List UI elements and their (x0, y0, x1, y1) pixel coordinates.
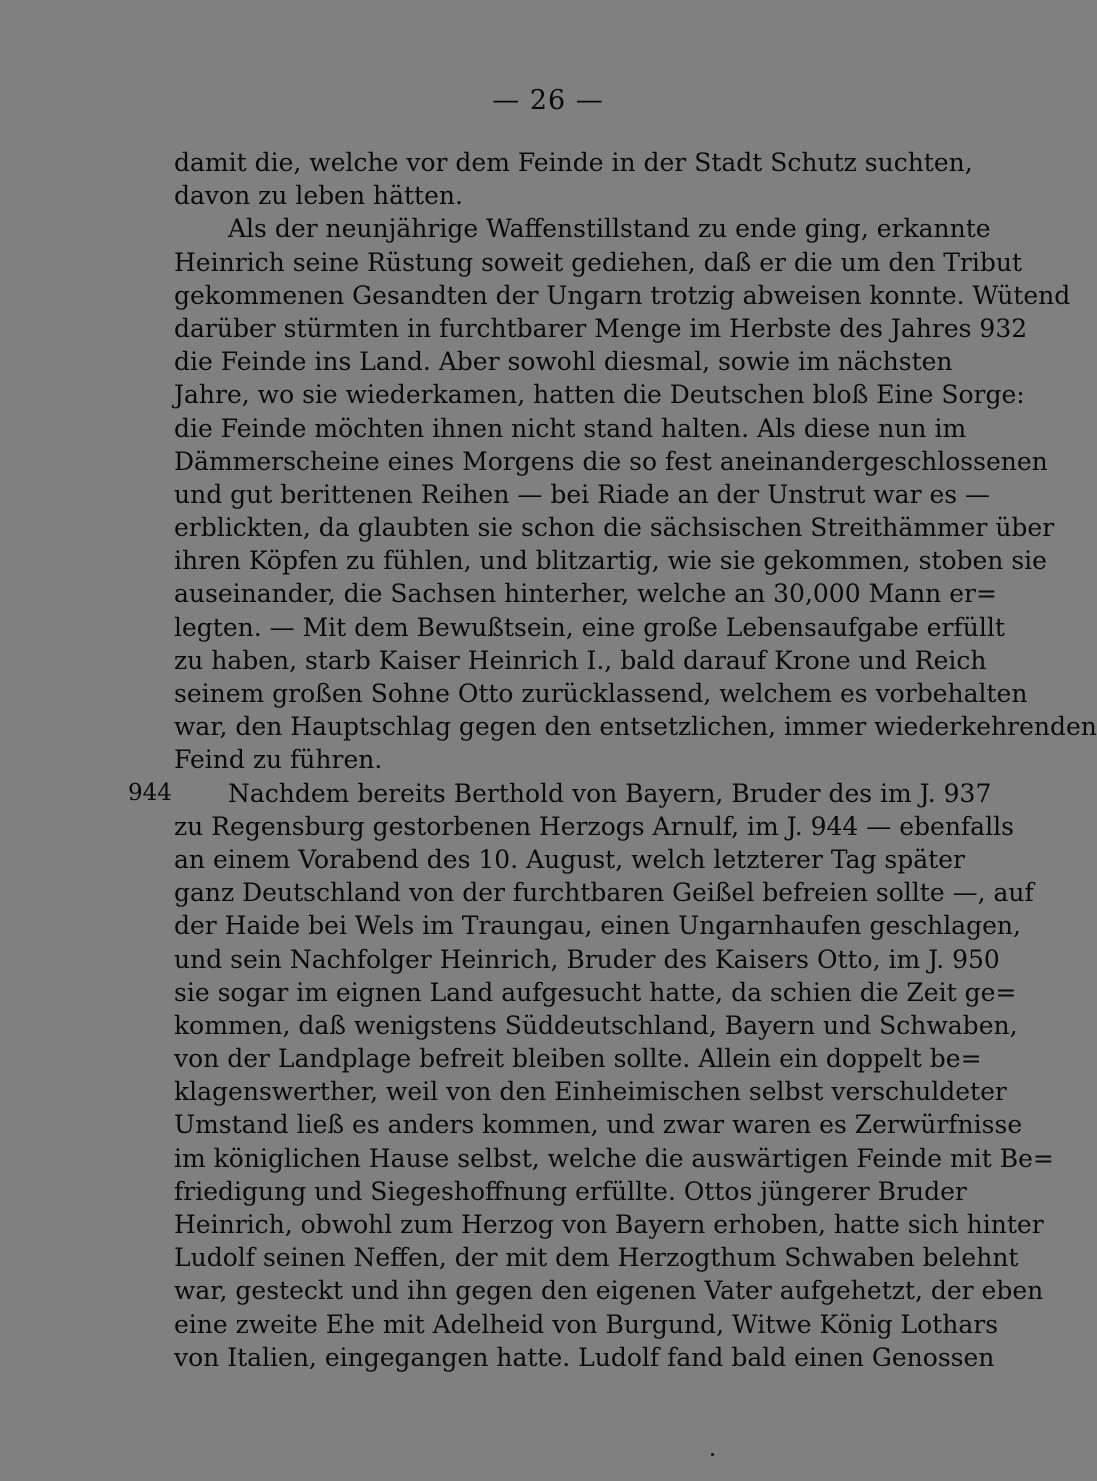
text-line: erblickten, da glaubten sie schon die sächsischen Streithämmer über (174, 513, 1055, 543)
text-line: eine zweite Ehe mit Adelheid von Burgund, Witwe König Lothars (174, 1309, 999, 1339)
text-line: kommen, daß wenigstens Süddeutschland, Bayern und Schwaben, (174, 1010, 1018, 1040)
text-line: gekommenen Gesandten der Ungarn trotzig abweisen konnte. Wütend (174, 280, 1071, 310)
text-line: Dämmerscheine eines Morgens die so fest aneinandergeschlossenen (174, 446, 1048, 476)
text-line: davon zu leben hätten. (174, 181, 463, 211)
text-line: Heinrich seine Rüstung soweit gediehen, daß er die um den Tribut (174, 247, 1023, 277)
text-line: und sein Nachfolger Heinrich, Bruder des Kaisers Otto, im J. 950 (174, 944, 1000, 974)
text-line: die Feinde möchten ihnen nicht stand halten. Als diese nun im (174, 413, 967, 443)
text-line: Umstand ließ es anders kommen, und zwar waren es Zerwürfnisse (174, 1110, 1023, 1140)
text-line: ihren Köpfen zu fühlen, und blitzartig, wie sie gekommen, stoben sie (174, 546, 1047, 576)
text-line: an einem Vorabend des 10. August, welch letzterer Tag später (174, 844, 965, 874)
text-line: der Haide bei Wels im Traungau, einen Ungarnhaufen geschlagen, (174, 911, 1021, 941)
text-line: auseinander, die Sachsen hinterher, welche an 30,000 Mann er= (174, 579, 997, 609)
text-line: Ludolf seinen Neffen, der mit dem Herzogthum Schwaben belehnt (174, 1243, 1019, 1273)
text-line: Heinrich, obwohl zum Herzog von Bayern erhoben, hatte sich hinter (174, 1210, 1044, 1239)
text-line: Als der neunjährige Waffenstillstand zu ende ging, erkannte (228, 214, 991, 244)
text-line: von Italien, eingegangen hatte. Ludolf fand bald einen Genossen (174, 1342, 995, 1372)
text-line: und gut berittenen Reihen — bei Riade an der Unstrut war es — (174, 479, 991, 509)
text-line: war, gesteckt und ihn gegen den eigenen Vater aufgehetzt, der eben (174, 1276, 1044, 1306)
margin-year-note: 944 (128, 780, 172, 806)
text-line: die Feinde ins Land. Aber sowohl diesmal, sowie im nächsten (174, 347, 953, 377)
text-line: von der Landplage befreit bleiben sollte. Allein ein doppelt be= (174, 1044, 982, 1074)
text-line: sie sogar im eignen Land aufgesucht hatte, da schien die Zeit ge= (174, 977, 1017, 1007)
text-line: Nachdem bereits Berthold von Bayern, Bruder des im J. 937 (228, 778, 992, 808)
text-line: Feind zu führen. (174, 745, 383, 775)
body-text (174, 146, 1097, 1374)
text-line: darüber stürmten in furchtbarer Menge im Herbste des Jahres 932 (174, 313, 1028, 343)
text-line: friedigung und Siegeshoffnung erfüllte. Ottos jüngerer Bruder (174, 1176, 967, 1206)
page-number: — 26 — (492, 85, 604, 116)
text-line: Jahre, wo sie wiederkamen, hatten die Deutschen bloß Eine Sorge: (174, 380, 1025, 410)
text-line: klagenswerther, weil von den Einheimischen selbst verschuldeter (174, 1077, 1007, 1107)
text-line: seinem großen Sohne Otto zurücklassend, welchem es vorbehalten (174, 679, 1028, 708)
text-line: legten. — Mit dem Bewußtsein, eine große Lebensaufgabe erfüllt (174, 612, 1005, 642)
text-line: zu haben, starb Kaiser Heinrich I., bald darauf Krone und Reich (174, 645, 987, 675)
print-speck (711, 1453, 714, 1456)
text-line: war, den Hauptschlag gegen den entsetzlichen, immer wiederkehrenden (174, 712, 1097, 742)
text-line: im königlichen Hause selbst, welche die auswärtigen Feinde mit Be= (174, 1143, 1054, 1173)
text-line: zu Regensburg gestorbenen Herzogs Arnulf, im J. 944 — ebenfalls (174, 811, 1014, 841)
text-line: damit die, welche vor dem Feinde in der Stadt Schutz suchten, (174, 148, 973, 177)
text-line: ganz Deutschland von der furchtbaren Geißel befreien sollte —, auf (174, 878, 1034, 908)
